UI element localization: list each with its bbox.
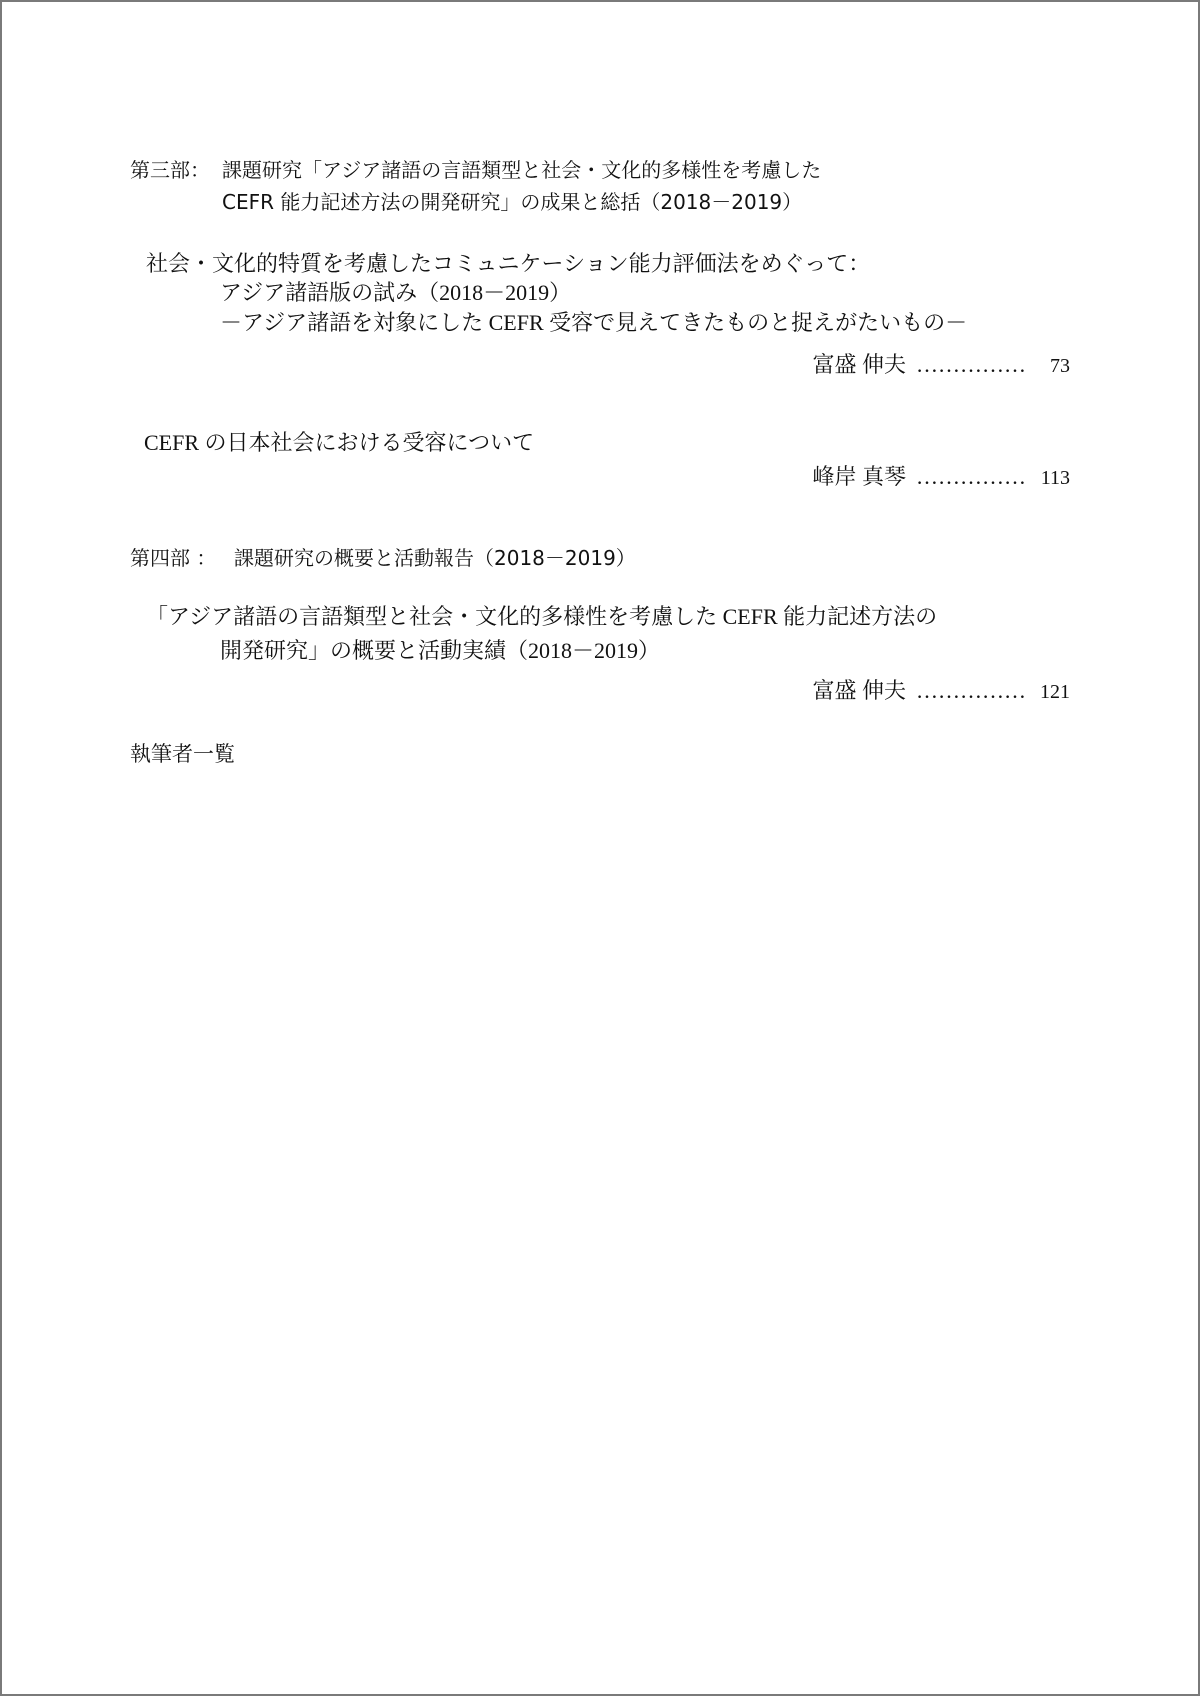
entry-reference	[812, 460, 1070, 491]
part4-label: 第四部 ：	[130, 546, 217, 570]
entry-title-line: 「アジア諸語の言語類型と社会・文化的多様性を考慮した CEFR 能力記述方法の	[146, 604, 938, 629]
entry-title-line: CEFR の日本社会における受容について	[144, 430, 535, 455]
entry-reference	[812, 674, 1070, 705]
part4-title: 課題研究の概要と活動報告（2018－2019）	[234, 546, 636, 570]
entry-title-line: アジア諸語版の試み（2018－2019）	[220, 280, 572, 305]
contributors-heading: 執筆者一覧	[130, 742, 235, 766]
entry-title-line: 社会・文化的特質を考慮したコミュニケーション能力評価法をめぐって：	[146, 251, 871, 276]
leader-dots: ……………	[916, 678, 1026, 703]
entry-title-line: 開発研究」の概要と活動実績（2018－2019）	[220, 638, 661, 663]
entry-subtitle-line: －アジア諸語を対象にした CEFR 受容で見えてきたものと捉えがたいもの－	[220, 310, 968, 335]
leader-dots: ……………	[916, 464, 1026, 489]
entry-page-number: 73	[1050, 355, 1070, 377]
entry-author: 峰岸 真琴	[812, 464, 906, 489]
leader-dots: ……………	[916, 352, 1026, 377]
entry-page-number: 113	[1040, 467, 1070, 489]
entry-reference	[812, 348, 1070, 379]
entry-page-number: 121	[1040, 681, 1070, 703]
entry-author: 富盛 伸夫	[812, 352, 906, 377]
part3-label: 第三部：	[130, 158, 210, 182]
part3-title-line2: CEFR 能力記述方法の開発研究」の成果と総括（2018－2019）	[222, 190, 803, 214]
entry-author: 富盛 伸夫	[812, 678, 906, 703]
part3-title-line1: 課題研究「アジア諸語の言語類型と社会・文化的多様性を考慮した	[222, 158, 822, 182]
